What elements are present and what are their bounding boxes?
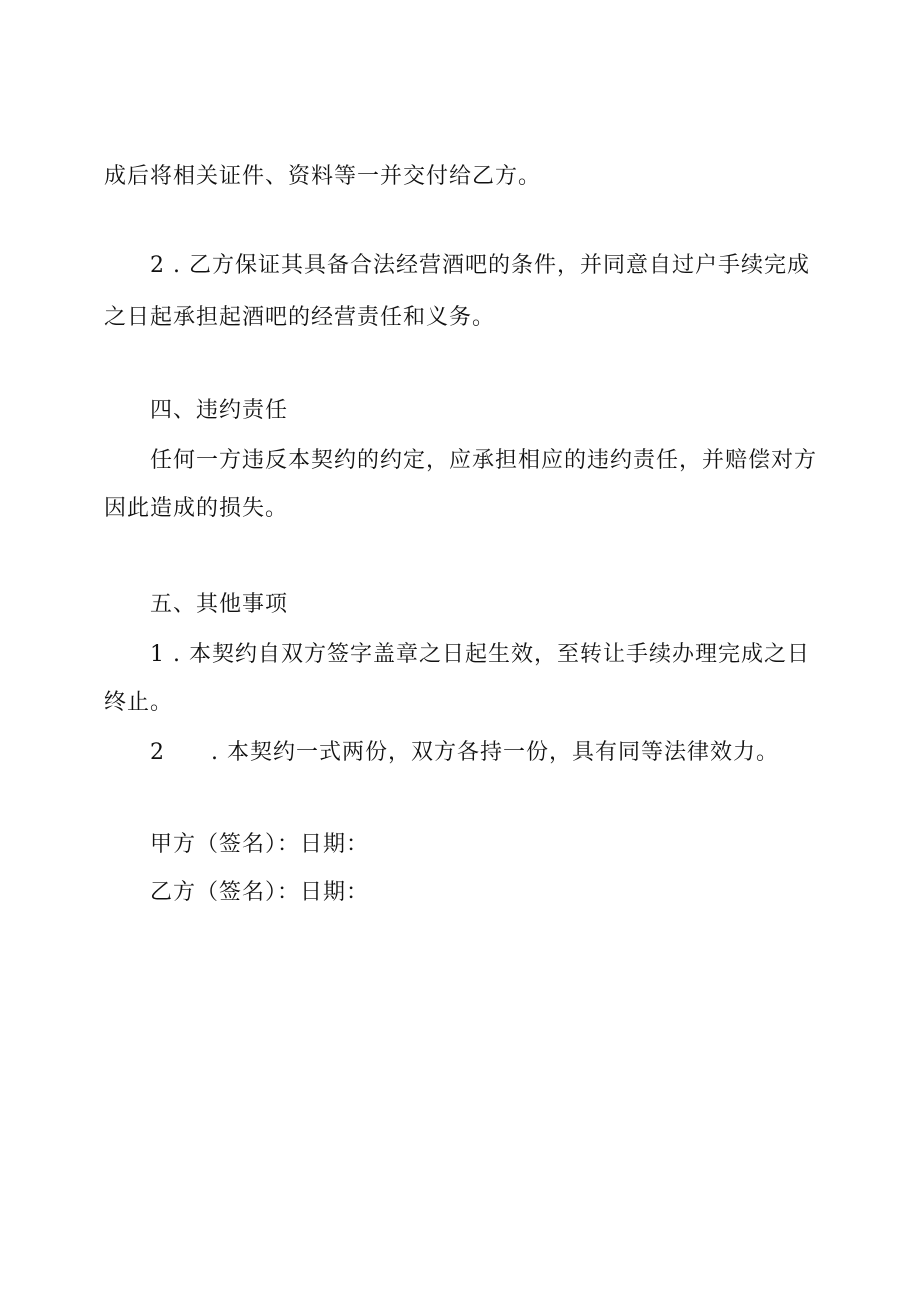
party-a-signature-line: 甲方（签名）：日期： xyxy=(150,832,370,857)
breach-paragraph-line-1: 任何一方违反本契约的约定，应承担相应的违约责任，并赔偿对方 xyxy=(150,448,818,473)
breach-paragraph-line-2: 因此造成的损失。 xyxy=(104,496,289,521)
other-clause-1-line-1: 1 . 本契约自双方签字盖章之日起生效，至转让手续办理完成之日 xyxy=(150,642,810,667)
paragraph-line-1: 成后将相关证件、资料等一并交付给乙方。 xyxy=(104,164,542,189)
other-clause-2 xyxy=(150,738,779,768)
clause-text: . 本契约一式两份，双方各持一份，具有同等法律效力。 xyxy=(211,740,779,765)
section-heading-other: 五、其他事项 xyxy=(150,592,289,617)
clause-2-line-1: 2 . 乙方保证其具备合法经营酒吧的条件，并同意自过户手续完成 xyxy=(150,253,810,278)
clause-number: 2 xyxy=(150,740,165,765)
clause-2-line-2: 之日起承担起酒吧的经营责任和义务。 xyxy=(104,305,496,330)
party-b-signature-line: 乙方（签名）：日期： xyxy=(150,880,370,905)
section-heading-breach: 四、违约责任 xyxy=(150,398,289,423)
other-clause-1-line-2: 终止。 xyxy=(104,690,174,715)
